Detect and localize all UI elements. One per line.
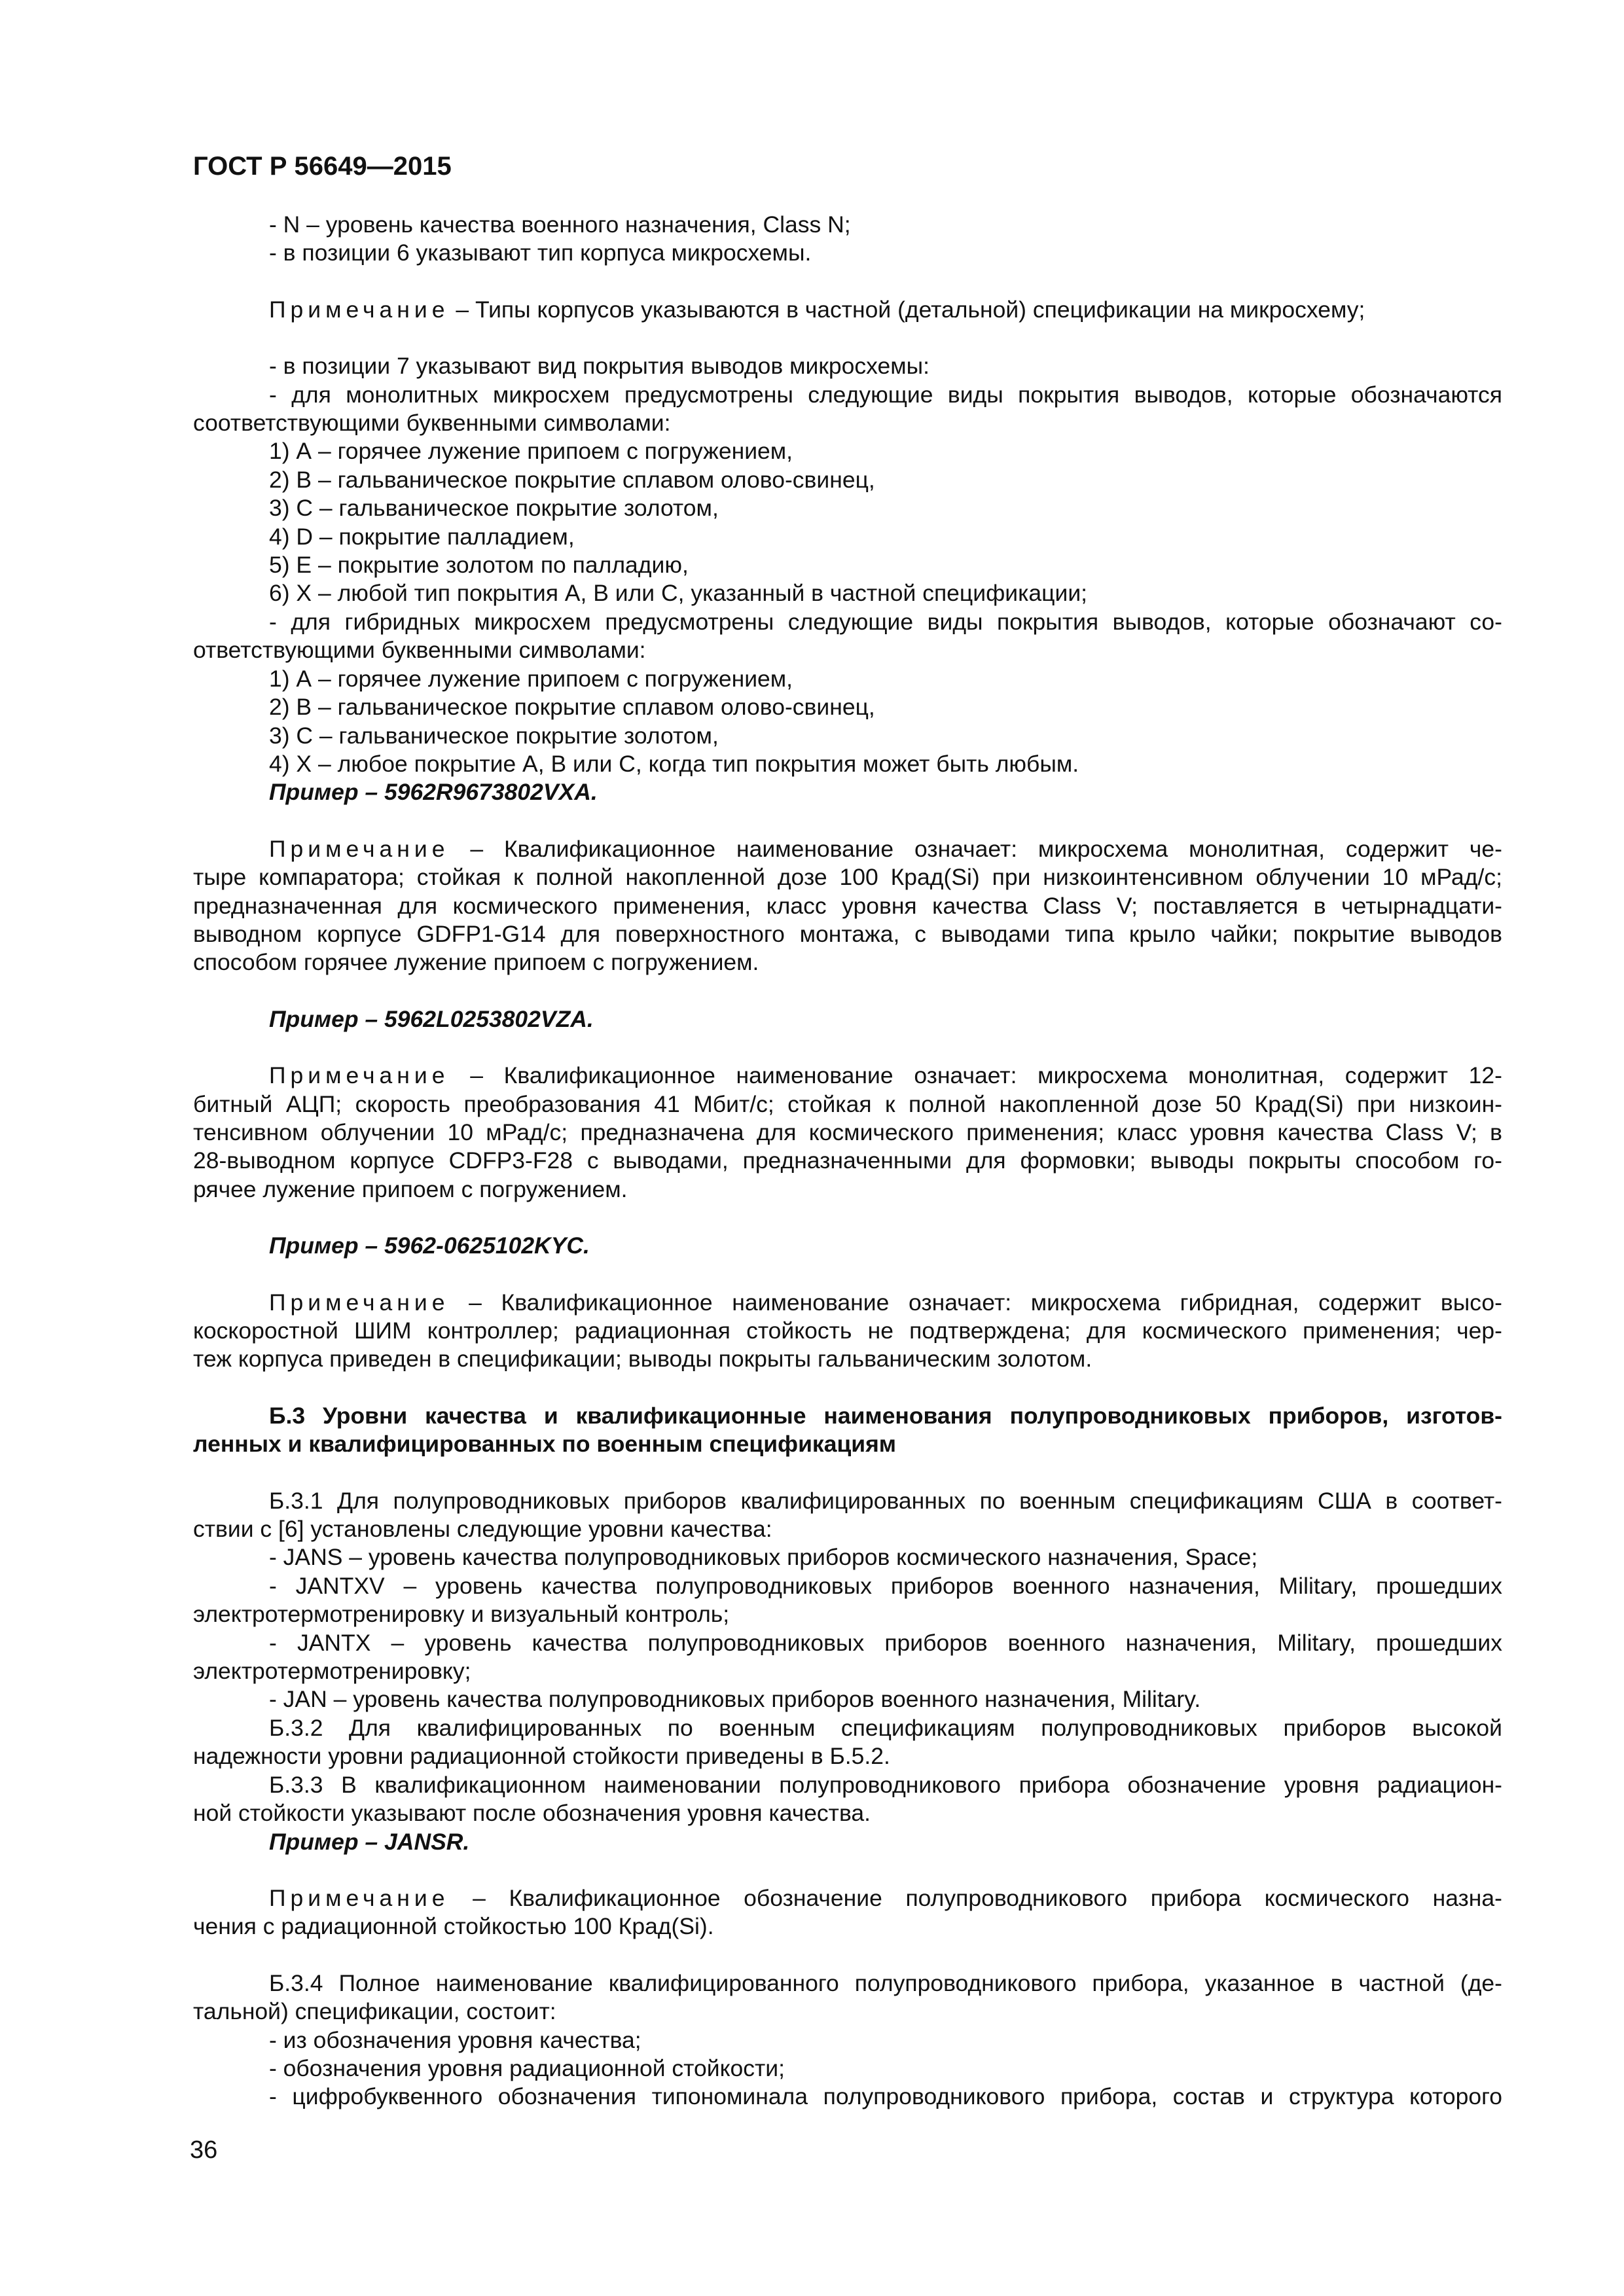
text-line: соответствующими буквенными символами: — [193, 410, 671, 437]
text-line: ной стойкости указывают после обозначения уровня качества. — [193, 1800, 871, 1827]
note-label: Примечание — [269, 1289, 450, 1316]
note-line — [193, 1884, 1502, 1912]
text-line: надежности уровни радиационной стойкости приведены в Б.5.2. — [193, 1743, 890, 1770]
example-heading: Пример – JANSR. — [269, 1828, 470, 1855]
note-text: – Квалификационное наименование означает: микросхема монолитная, содержит че- — [470, 835, 1502, 862]
list-item: 4) Х – любое покрытие А, В или С, когда тип покрытия может быть любым. — [269, 750, 1079, 777]
list-item: 3) С – гальваническое покрытие золотом, — [269, 495, 719, 522]
text-line: тальной) спецификации, состоит: — [193, 1998, 556, 2025]
example-heading: Пример – 5962L0253802VZA. — [269, 1005, 594, 1032]
list-item: 2) В – гальваническое покрытие сплавом олово-свинец, — [269, 694, 875, 721]
section-heading: ленных и квалифицированных по военным спецификациям — [193, 1431, 897, 1458]
list-item: - обозначения уровня радиационной стойкости; — [269, 2054, 785, 2081]
note-line — [193, 1289, 1502, 1317]
text-line: Б.3.2 Для квалифицированных по военным спецификациям полупроводниковых приборов высокой — [269, 1714, 1502, 1741]
list-item: 2) В – гальваническое покрытие сплавом олово-свинец, — [269, 466, 875, 493]
text-line: рячее лужение припоем с погружением. — [193, 1175, 628, 1202]
text-line: - в позиции 6 указывают тип корпуса микросхемы. — [269, 240, 812, 266]
text-line: предназначенная для космического применения, класс уровня качества Class V; поставляется в четырнадцати- — [193, 892, 1502, 919]
text-line: тенсивном облучении 10 мРад/с; предназначена для космического применения; класс уровня качества Class V; в — [193, 1119, 1502, 1145]
text-line: чения с радиационной стойкостью 100 Крад(Si). — [193, 1913, 714, 1940]
example-heading: Пример – 5962R9673802VXA. — [269, 779, 598, 806]
text-line: электротермотренировку; — [193, 1658, 471, 1685]
list-item: 5) Е – покрытие золотом по палладию, — [269, 552, 689, 579]
text-line: - в позиции 7 указывают вид покрытия выводов микросхемы: — [269, 353, 929, 380]
text-line: ствии с [6] установлены следующие уровни качества: — [193, 1516, 772, 1543]
text-line: битный АЦП; скорость преобразования 41 Мбит/с; стойкая к полной накопленной дозе 50 Крад(Si) при низкоин- — [193, 1090, 1502, 1117]
section-heading: Б.3 Уровни качества и квалификационные наименования полупроводниковых приборов, изготов- — [269, 1402, 1502, 1429]
document-header: ГОСТ Р 56649—2015 — [193, 152, 452, 181]
text-line: - для гибридных микросхем предусмотрены следующие виды покрытия выводов, которые обозначают со- — [269, 608, 1502, 635]
list-item: - JANTXV – уровень качества полупроводниковых приборов военного назначения, Military, прошедших — [269, 1572, 1502, 1599]
note-label: Примечание — [269, 835, 450, 862]
note-line — [193, 296, 1502, 324]
list-item: - из обозначения уровня качества; — [269, 2026, 641, 2053]
text-line: теж корпуса приведен в спецификации; выводы покрыты гальваническим золотом. — [193, 1346, 1092, 1372]
note-label: Примечание — [269, 1062, 450, 1089]
text-line: способом горячее лужение припоем с погружением. — [193, 949, 759, 976]
list-item: 4) D – покрытие палладием, — [269, 523, 575, 550]
text-line: тыре компаратора; стойкая к полной накопленной дозе 100 Крад(Si) при низкоинтенсивном облучении 10 мРад/с; — [193, 864, 1502, 891]
list-item: - цифробуквенного обозначения типономинала полупроводникового прибора, состав и структура которого — [269, 2083, 1502, 2110]
text-line: Б.3.1 Для полупроводниковых приборов квалифицированных по военным спецификациям США в соответ- — [269, 1487, 1502, 1514]
text-line: выводном корпусе GDFP1-G14 для поверхностного монтажа, с выводами типа крыло чайки; покрытие выводов — [193, 920, 1502, 947]
text-line: Б.3.3 В квалификационном наименовании полупроводникового прибора обозначение уровня радиацион- — [269, 1771, 1502, 1798]
page-number: 36 — [190, 2136, 218, 2164]
note-text: – Квалификационное наименование означает: микросхема монолитная, содержит 12- — [470, 1062, 1502, 1089]
list-item: 6) Х – любой тип покрытия А, В или С, указанный в частной спецификации; — [269, 580, 1088, 607]
text-line: ответствующими буквенными символами: — [193, 637, 646, 664]
list-item: - JANS – уровень качества полупроводниковых приборов космического назначения, Space; — [269, 1544, 1258, 1571]
list-item: - JAN – уровень качества полупроводниковых приборов военного назначения, Military. — [269, 1686, 1201, 1713]
text-line: Б.3.4 Полное наименование квалифицированного полупроводникового прибора, указанное в частной (де- — [269, 1969, 1502, 1996]
note-text: – Квалификационное наименование означает: микросхема гибридная, содержит высо- — [469, 1289, 1502, 1316]
text-line: электротермотренировку и визуальный контроль; — [193, 1601, 730, 1628]
document-page — [193, 151, 1502, 2111]
note-text: – Квалификационное обозначение полупроводникового прибора космического назна- — [473, 1884, 1502, 1911]
note-line — [193, 835, 1502, 863]
note-label: Примечание — [269, 1884, 450, 1911]
text-line: - для монолитных микросхем предусмотрены следующие виды покрытия выводов, которые обозначаются — [269, 381, 1502, 408]
list-item: 1) А – горячее лужение припоем с погружением, — [269, 665, 793, 692]
list-item: - JANTX – уровень качества полупроводниковых приборов военного назначения, Military, прошедших — [269, 1629, 1502, 1656]
text-line: - N – уровень качества военного назначения, Class N; — [269, 211, 851, 238]
note-text: – Типы корпусов указываются в частной (детальной) спецификации на микросхему; — [456, 296, 1365, 323]
list-item: 1) А – горячее лужение припоем с погружением, — [269, 438, 793, 465]
text-line: 28-выводном корпусе CDFP3-F28 с выводами, предназначенными для формовки; выводы покрыты способом го- — [193, 1147, 1502, 1174]
note-line — [193, 1062, 1502, 1090]
example-heading: Пример – 5962-0625102KYC. — [269, 1232, 590, 1259]
note-label: Примечание — [269, 296, 450, 323]
list-item: 3) С – гальваническое покрытие золотом, — [269, 722, 719, 749]
text-line: коскоростной ШИМ контроллер; радиационная стойкость не подтверждена; для космического применения; чер- — [193, 1318, 1502, 1344]
